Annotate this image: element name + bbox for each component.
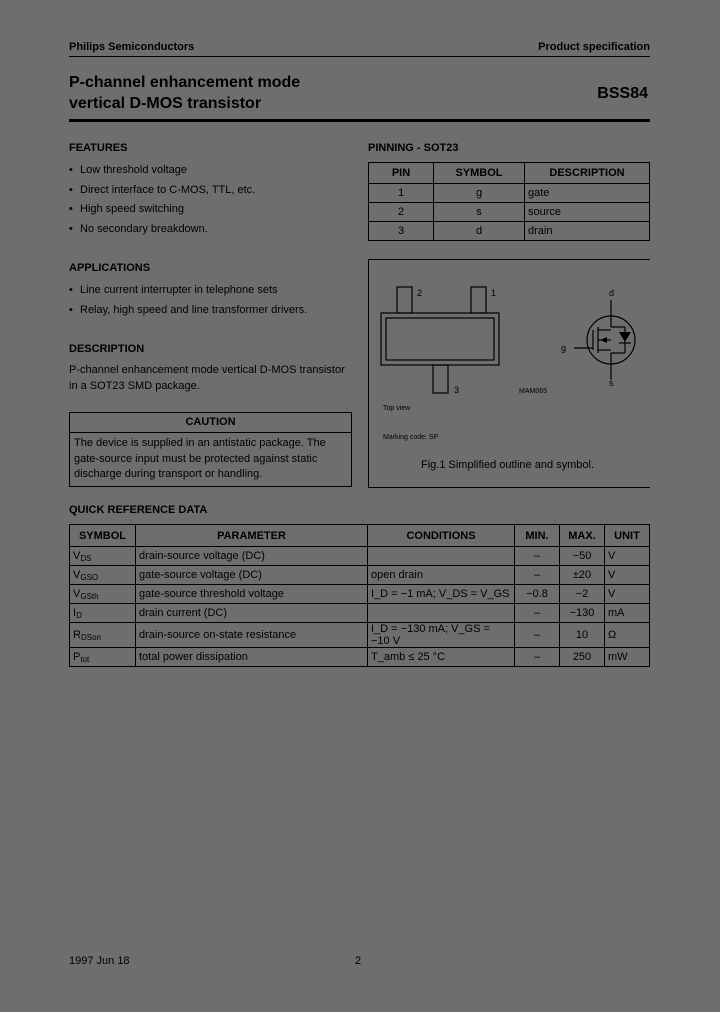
unit-cell: mW	[605, 648, 650, 667]
features-list	[69, 161, 359, 239]
features-heading: FEATURES	[69, 142, 128, 154]
table-header-row	[369, 163, 650, 184]
column-header: PARAMETER	[136, 525, 368, 547]
conditions-cell: open drain	[368, 566, 515, 585]
diode-triangle	[619, 332, 631, 342]
description-heading: DESCRIPTION	[69, 343, 145, 355]
table-header-row	[70, 525, 650, 547]
pin-2-lead	[397, 287, 412, 313]
footer-date: 1997 Jun 18	[69, 955, 130, 967]
terminal-label-d: d	[609, 288, 615, 298]
page-number: 2	[355, 955, 362, 967]
column-header: UNIT	[605, 525, 650, 547]
pin-cell: 3	[369, 222, 434, 241]
column-header: SYMBOL	[434, 163, 525, 184]
pin-label-3: 3	[454, 385, 460, 395]
symbol-cell: d	[434, 222, 525, 241]
list-item: • Relay, high speed and line transformer drivers.	[69, 301, 359, 321]
conditions-cell: I_D = −1 mA; V_DS = V_GS	[368, 585, 515, 604]
arrow-icon	[600, 337, 607, 343]
min-cell: –	[515, 547, 560, 566]
column-header: DESCRIPTION	[525, 163, 650, 184]
description-text: P-channel enhancement mode vertical D-MOS transistor in a SOT23 SMD package.	[69, 364, 345, 392]
column-header: SYMBOL	[70, 525, 136, 547]
page-title	[69, 72, 300, 114]
list-item: • High speed switching	[69, 200, 359, 220]
symbol-cell: $R_{DSon}$	[70, 623, 136, 648]
terminal-label-s: s	[609, 378, 614, 388]
caution-heading: CAUTION	[70, 413, 351, 433]
applications-list	[69, 281, 359, 320]
table-row	[70, 604, 650, 623]
applications-heading: APPLICATIONS	[69, 262, 151, 274]
document-type: Product specification	[538, 41, 650, 53]
unit-cell: Ω	[605, 623, 650, 648]
caution-text: The device is supplied in an antistatic package. The gate-source input must be protected against static discharge during transport or handling.	[74, 437, 326, 480]
min-cell: −0.8	[515, 585, 560, 604]
marking-code: Marking code: SP	[383, 434, 439, 441]
pin-1-lead	[471, 287, 486, 313]
pinning-table	[368, 162, 650, 241]
pin-cell: 1	[369, 184, 434, 203]
table-row	[70, 585, 650, 604]
conditions-cell	[368, 604, 515, 623]
table-row	[70, 623, 650, 648]
max-cell: 250	[560, 648, 605, 667]
description-cell: drain	[525, 222, 650, 241]
conditions-cell: I_D = −130 mA; V_GS = −10 V	[368, 623, 515, 648]
parameter-cell: gate-source voltage (DC)	[136, 566, 368, 585]
parameter-cell: drain-source voltage (DC)	[136, 547, 368, 566]
header-rule	[69, 56, 650, 57]
figure-caption: Fig.1 Simplified outline and symbol.	[421, 459, 595, 471]
terminal-label-g: g	[561, 343, 567, 353]
symbol-cell: $V_{DS}$	[70, 547, 136, 566]
min-cell: –	[515, 623, 560, 648]
pin-label-1: 1	[491, 288, 497, 298]
unit-cell: V	[605, 585, 650, 604]
parameter-cell: drain current (DC)	[136, 604, 368, 623]
list-item: • Line current interrupter in telephone sets	[69, 281, 359, 301]
column-header: CONDITIONS	[368, 525, 515, 547]
list-item: • No secondary breakdown.	[69, 220, 359, 240]
description-cell: gate	[525, 184, 650, 203]
conditions-cell: T_amb ≤ 25 °C	[368, 648, 515, 667]
pinning-heading: PINNING - SOT23	[368, 142, 459, 154]
list-item: • Low threshold voltage	[69, 161, 359, 181]
title-line-1: P-channel enhancement mode	[69, 74, 301, 91]
drawing-code: MAM065	[519, 388, 548, 395]
max-cell: ±20	[560, 566, 605, 585]
max-cell: −50	[560, 547, 605, 566]
unit-cell: V	[605, 547, 650, 566]
quick-reference-table	[69, 524, 650, 667]
max-cell: −2	[560, 585, 605, 604]
unit-cell: V	[605, 566, 650, 585]
symbol-cell: $V_{GSth}$	[70, 585, 136, 604]
symbol-cell: s	[434, 203, 525, 222]
symbol-cell: $V_{GSO}$	[70, 566, 136, 585]
pin-label-2: 2	[417, 288, 423, 298]
min-cell: –	[515, 604, 560, 623]
table-row	[369, 203, 650, 222]
figure-box	[368, 259, 650, 488]
package-inner	[386, 318, 494, 360]
table-row	[70, 547, 650, 566]
symbol-cell: $I_D$	[70, 604, 136, 623]
company-name: Philips Semiconductors	[69, 41, 195, 53]
outline-drawing	[369, 260, 650, 410]
part-number: BSS84	[597, 85, 648, 102]
max-cell: 10	[560, 623, 605, 648]
list-item: • Direct interface to C-MOS, TTL, etc.	[69, 181, 359, 201]
conditions-cell	[368, 547, 515, 566]
table-row	[369, 222, 650, 241]
pin-cell: 2	[369, 203, 434, 222]
parameter-cell: gate-source threshold voltage	[136, 585, 368, 604]
pin-3-lead	[433, 365, 448, 393]
table-row	[70, 566, 650, 585]
column-header: MIN.	[515, 525, 560, 547]
package-body	[381, 313, 499, 365]
title-line-2: vertical D-MOS transistor	[69, 95, 262, 112]
top-view-label: Top view	[383, 405, 411, 412]
quick-reference-heading: QUICK REFERENCE DATA	[69, 504, 208, 516]
caution-box	[69, 412, 352, 487]
parameter-cell: total power dissipation	[136, 648, 368, 667]
max-cell: −130	[560, 604, 605, 623]
table-row	[369, 184, 650, 203]
column-header: PIN	[369, 163, 434, 184]
parameter-cell: drain-source on-state resistance	[136, 623, 368, 648]
title-rule	[69, 119, 650, 122]
unit-cell: mA	[605, 604, 650, 623]
min-cell: –	[515, 566, 560, 585]
min-cell: –	[515, 648, 560, 667]
column-header: MAX.	[560, 525, 605, 547]
table-row	[70, 648, 650, 667]
symbol-cell: g	[434, 184, 525, 203]
symbol-cell: $P_{tot}$	[70, 648, 136, 667]
description-cell: source	[525, 203, 650, 222]
